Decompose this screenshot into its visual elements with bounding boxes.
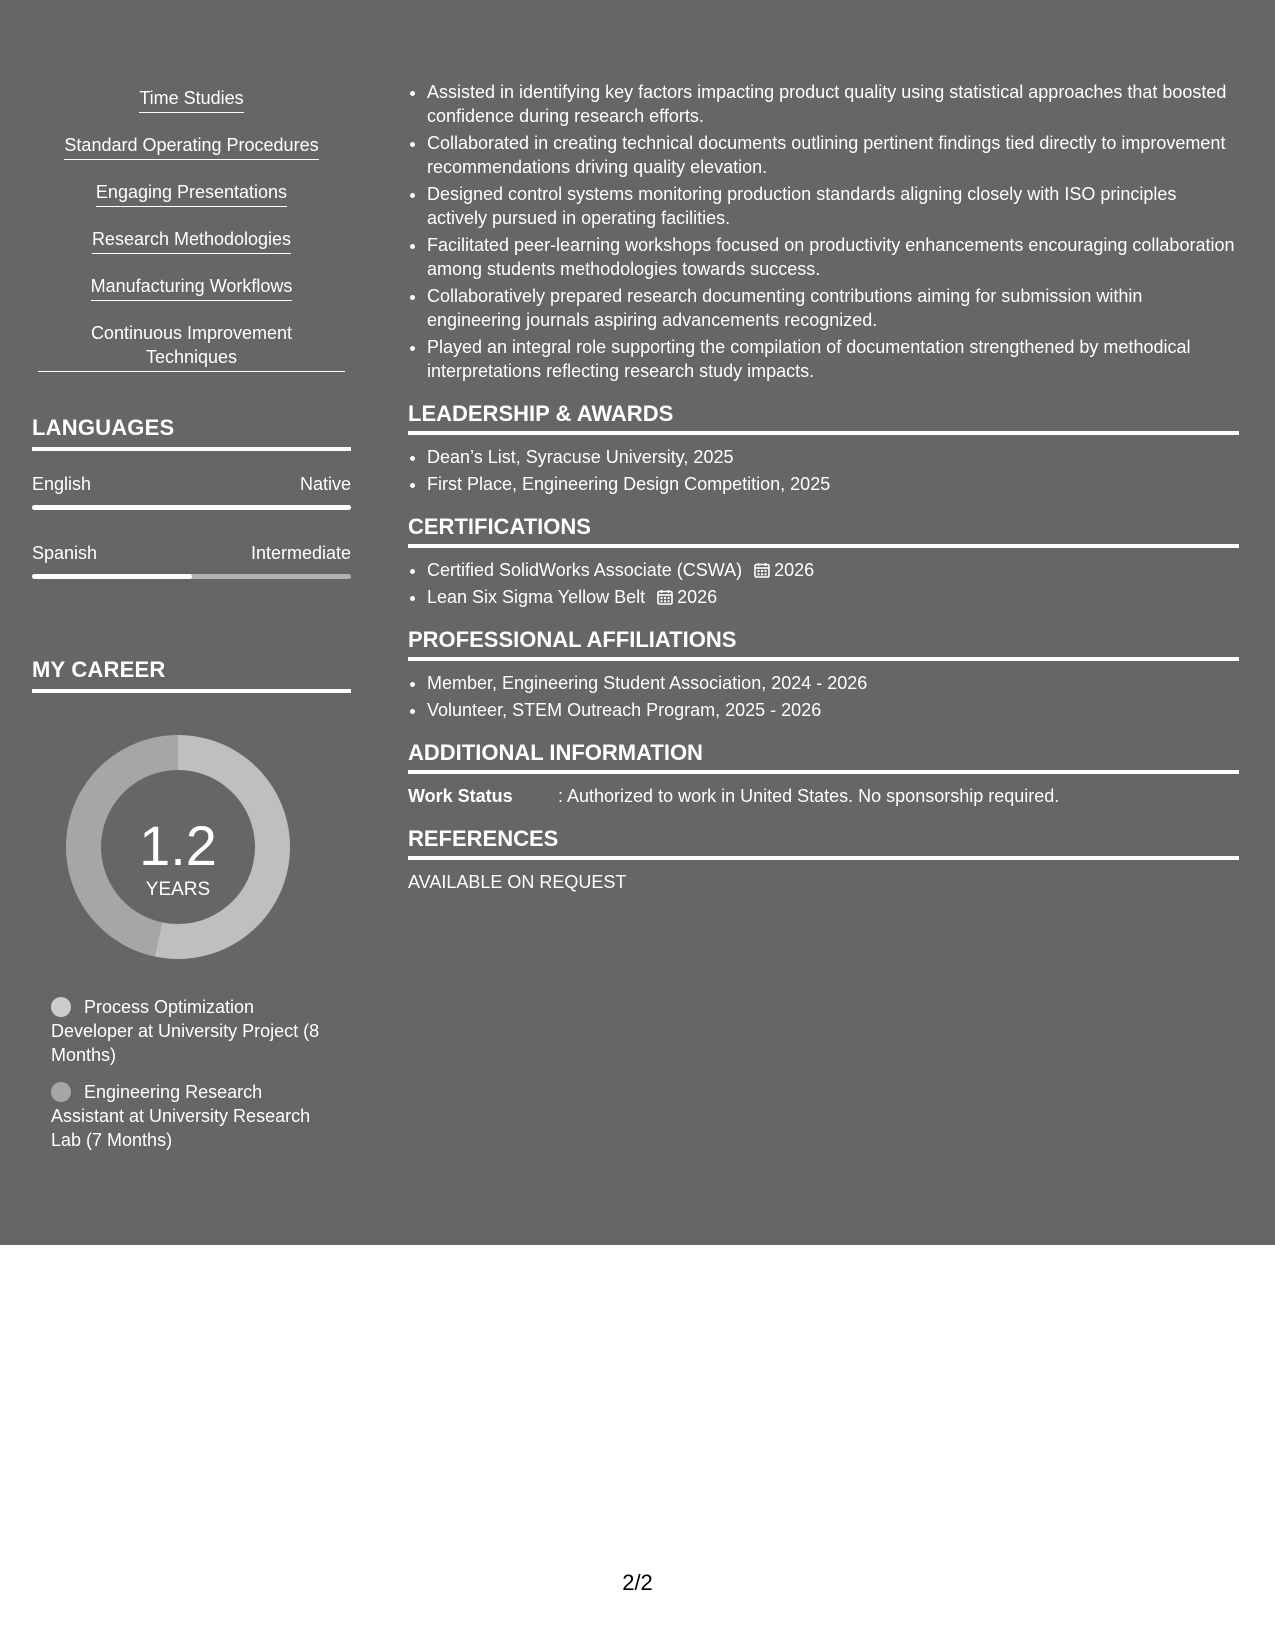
skill-item [38, 86, 345, 113]
career-item-text: Engineering Research Assistant at University Research Lab (7 Months) [51, 1082, 311, 1150]
language-level: Native [299, 474, 351, 494]
list-item: • Designed control systems monitoring production standards aligning closely with ISO principles actively pursued in operating facilities. [427, 182, 1239, 230]
work-status-row [408, 784, 1239, 808]
language-bar-fill [32, 574, 192, 579]
work-status-label: Work Status [408, 786, 513, 806]
language-bar-fill [32, 505, 351, 510]
list-item: • First Place, Engineering Design Competition, 2025 [427, 472, 1239, 496]
affiliations-list [408, 671, 1239, 722]
skill-label: Engaging Presentations [96, 180, 287, 207]
list-item: • Dean’s List, Syracuse University, 2025 [427, 445, 1239, 469]
career-donut-chart [66, 735, 290, 959]
references-heading: REFERENCES [408, 826, 1239, 860]
language-bar-spanish [32, 574, 351, 579]
skill-item [38, 227, 345, 254]
skill-label: Standard Operating Procedures [64, 133, 318, 160]
language-level: Intermediate [250, 543, 351, 563]
references-text: AVAILABLE ON REQUEST [408, 872, 627, 892]
skills-list [38, 86, 345, 392]
languages-heading: LANGUAGES [32, 415, 351, 451]
list-item: • Volunteer, STEM Outreach Program, 2025 - 2026 [427, 698, 1239, 722]
list-item: • Facilitated peer-learning workshops focused on productivity enhancements encouraging collaboration among students methodologies towards success. [427, 233, 1239, 281]
language-name: English [32, 474, 92, 494]
list-item: • Played an integral role supporting the compilation of documentation strengthened by methodical interpretations reflecting research study impacts. [427, 335, 1239, 383]
certification-year: 2026 [774, 560, 815, 580]
skill-item [38, 180, 345, 207]
list-item: • Collaboratively prepared research documenting contributions aiming for submission within engineering journals aspiring advancements recognized. [427, 284, 1239, 332]
skill-label: Research Methodologies [92, 227, 291, 254]
list-item [427, 585, 1239, 609]
skill-label: Manufacturing Workflows [91, 274, 293, 301]
career-legend [51, 995, 331, 1165]
list-item: • Collaborated in creating technical documents outlining pertinent findings tied directly to improvement recommendations driving quality elevation. [427, 131, 1239, 179]
legend-dot [51, 997, 71, 1017]
list-item: • Assisted in identifying key factors impacting product quality using statistical approaches that boosted confidence during research efforts. [427, 80, 1239, 128]
responsibilities-list [408, 80, 1239, 383]
additional-info-heading: ADDITIONAL INFORMATION [408, 740, 1239, 774]
career-heading: MY CAREER [32, 657, 351, 693]
career-item-text: Process Optimization Developer at University Project (8 Months) [51, 997, 320, 1065]
leadership-heading: LEADERSHIP & AWARDS [408, 401, 1239, 435]
career-total-unit: YEARS [145, 879, 211, 900]
career-total-value: 1.2 [139, 814, 217, 877]
language-name: Spanish [32, 543, 98, 563]
certification-name: Lean Six Sigma Yellow Belt [427, 587, 646, 607]
leadership-list [408, 445, 1239, 496]
skill-label: Continuous Improvement Techniques [38, 321, 345, 372]
legend-dot [51, 1082, 71, 1102]
work-status-value: : Authorized to work in United States. No sponsorship required. [558, 786, 1060, 806]
calendar-icon [657, 589, 673, 605]
affiliations-heading: PROFESSIONAL AFFILIATIONS [408, 627, 1239, 661]
list-item: • Member, Engineering Student Association, 2024 - 2026 [427, 671, 1239, 695]
certification-name: Certified SolidWorks Associate (CSWA) [427, 560, 743, 580]
language-bar-english [32, 505, 351, 510]
certification-year: 2026 [677, 587, 718, 607]
skill-label: Time Studies [139, 86, 243, 113]
page-number: 2/2 [622, 1570, 653, 1595]
skill-item [38, 274, 345, 301]
calendar-icon [754, 562, 770, 578]
career-item [51, 995, 331, 1067]
skill-item [38, 321, 345, 372]
certifications-list [408, 558, 1239, 609]
certifications-heading: CERTIFICATIONS [408, 514, 1239, 548]
list-item [427, 558, 1239, 582]
right-column [408, 80, 1239, 894]
skill-item [38, 133, 345, 160]
career-item [51, 1080, 331, 1152]
